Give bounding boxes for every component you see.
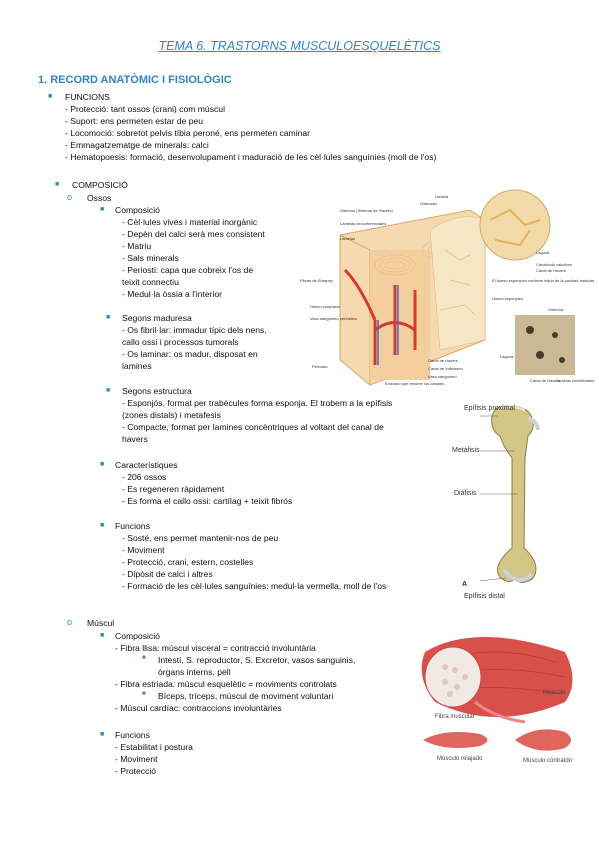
list-item: - Os laminar: os madur, disposat en [122, 349, 258, 359]
maduresa-list [122, 324, 267, 372]
diagram-label: Canal de Volkmann [428, 366, 463, 371]
list-item: - Hematopoesis: formació, desenvolupament i maduració de les cèl·lules sanguínies (moll de l'os) [65, 152, 437, 162]
diagram-label: Hueso compacto [310, 304, 341, 309]
ossos-heading: Ossos [87, 193, 112, 203]
list-item: - Protecció, crani, estern, costelles [122, 557, 254, 567]
list-item: - Sals minerals [122, 253, 179, 263]
list-item: - Depèn del calci serà mes consistent [122, 229, 265, 239]
funcions-list [65, 103, 436, 163]
list-item: - Es regeneren ràpidament [122, 484, 225, 494]
diagram-label: Epífisis distal [464, 593, 505, 600]
list-item: Intestí, S. reproductor, S. Excretor, vasos sanguinis, [158, 655, 356, 665]
diagram-label: Periostio [312, 364, 328, 369]
list-item: - Múscul cardíac: contraccions involuntàries [115, 703, 282, 713]
bullet-icon: ■ [55, 181, 60, 188]
list-item: - Es forma el callo ossi: cartílag + teixit fibrós [122, 496, 293, 506]
diagram-label: Canal de Havers [536, 268, 566, 273]
bullet-icon: ■ [106, 314, 111, 321]
bullet-icon: ■ [142, 691, 146, 697]
bullet-icon: ■ [48, 93, 53, 100]
caracteristiques-heading: Característiques [115, 460, 178, 470]
diagram-label: Canal de Havers [428, 358, 458, 363]
diagram-label: Vaso sanguíneo [428, 374, 457, 379]
list-item: teixit connectiu [122, 277, 179, 287]
list-item: - Formació de les cèl·lules sanguínies: medul·la vermella, moll de l'os [122, 581, 387, 591]
diagram-label: Epífisis proximal [464, 405, 515, 412]
list-item: - Cèl·lules vives i material inorgànic [122, 217, 258, 227]
section-heading: 1. RECORD ANATÒMIC I FISIOLÒGIC [38, 74, 232, 86]
list-item: - Moviment [122, 545, 165, 555]
muscul-funcions-heading: Funcions [115, 730, 150, 740]
muscul-composicio-heading: Composició [115, 631, 160, 641]
list-item: - Matriu [122, 241, 152, 251]
femur-diagram [440, 398, 580, 606]
list-item: òrgans interns, pell [158, 667, 231, 677]
estructura-heading: Segons estructura [122, 386, 192, 396]
caracteristiques-list [122, 471, 292, 507]
maduresa-heading: Segons maduresa [122, 313, 192, 323]
list-item: - Dipòsit de calci i altres [122, 569, 213, 579]
list-item: - Suport: ens permeten estar de peu [65, 116, 204, 126]
list-item: - Locomoció: sobretot pelvis tíbia peroné, ens permeten caminar [65, 128, 311, 138]
list-item: - Compacte, format per lamines concèntriques al voltant del canal de [122, 422, 384, 432]
bullet-icon: ■ [100, 632, 105, 639]
list-item: - Fibra llisa: múscul visceral = contracció involuntària [115, 643, 316, 653]
list-item: - Sosté, ens permet mantenir-nos de peu [122, 533, 279, 543]
diagram-label: El hueso esponjoso contiene tejido de la cavidad medular [492, 278, 595, 283]
list-item: havers [122, 434, 148, 444]
diagram-label: Metáfisis [452, 447, 480, 454]
ossos-funcions-heading: Funcions [115, 521, 150, 531]
diagram-label: Músculo relajado [437, 756, 483, 762]
bullet-icon: ■ [100, 731, 105, 738]
diagram-label: Lamelas intersticiales [556, 378, 595, 383]
diagram-label: Osteona [548, 307, 564, 312]
bullet-icon: ■ [100, 522, 105, 529]
bullet-icon: ■ [100, 461, 105, 468]
ossos-funcions-list [122, 532, 386, 592]
muscul-heading: Múscul [87, 618, 115, 628]
diagram-label: Laguna [536, 250, 550, 255]
list-item: (zones distals) i metafesis [122, 410, 221, 420]
diagram-label: Canal de Havers [530, 378, 560, 383]
diagram-label: Lamelas circunferenciales [340, 221, 387, 226]
list-item: - Protecció [115, 766, 157, 776]
list-item: - Estabilitat i postura [115, 742, 193, 752]
list-item: - Protecció: tant ossos (crani) com múscul [65, 104, 225, 114]
composicio-heading: COMPOSICIÓ [72, 180, 128, 190]
ossos-composicio-list [122, 216, 265, 300]
list-item: Bíceps, tríceps, múscul de moviment voluntari [158, 691, 334, 701]
diagram-label: Músculo contraído [523, 758, 573, 764]
list-item: - Medul·la òssia a l'interior [122, 289, 223, 299]
list-item: callo ossi i processos tumorals [122, 337, 239, 347]
diagram-label: Diáfisis [454, 490, 477, 497]
bullet-icon: ■ [106, 387, 111, 394]
circle-bullet-icon: o [67, 192, 73, 202]
list-item: - Fibra estriada: múscul esquelètic = moviments controlats [115, 679, 337, 689]
diagram-label: Lamela [435, 194, 449, 199]
list-item: - 206 ossos [122, 472, 167, 482]
diagram-label: Osteona (Sistema de Havers) [340, 208, 393, 213]
diagram-label: Hueso esponjoso [492, 296, 523, 301]
diagram-label: Endostio que recubre los canales [385, 381, 445, 386]
diagram-label: Lamelas [340, 236, 356, 241]
page-title: TEMA 6. TRASTORNS MUSCULOESQUELÈTICS [158, 39, 441, 53]
circle-bullet-icon: o [67, 617, 73, 627]
bone-structure-diagram [300, 190, 595, 400]
diagram-label: Laguna [500, 354, 514, 359]
list-item: - Esponjós, format per trabècules forma esponja. El trobem a la epífisis [122, 398, 393, 408]
funcions-heading: FUNCIONS [65, 92, 110, 102]
diagram-label: Fibras de Sharpey [300, 278, 333, 283]
list-item: lamines [122, 361, 152, 371]
ossos-composicio-heading: Composició [115, 205, 160, 215]
bullet-icon: ■ [100, 206, 105, 213]
muscul-funcions-list [115, 741, 193, 777]
muscle-diagram [415, 622, 585, 772]
diagram-label: A [462, 581, 468, 588]
list-item: - Os fibril·lar: immadur típic dels nens, [122, 325, 267, 335]
list-item: - Moviment [115, 754, 158, 764]
estructura-list [122, 397, 392, 445]
diagram-label: Fibra muscular [435, 714, 475, 720]
diagram-label: Osteocito [420, 201, 437, 206]
diagram-label: Músculo [543, 690, 566, 696]
diagram-label: Canalículo calcóforo [536, 262, 573, 267]
list-item: - Emmagatzematge de minerals: calci [65, 140, 209, 150]
diagram-label: Vaso sanguíneo perióstico [310, 316, 357, 321]
list-item: - Periosti: capa que cobreix l'os de [122, 265, 254, 275]
bullet-icon: ■ [142, 655, 146, 661]
